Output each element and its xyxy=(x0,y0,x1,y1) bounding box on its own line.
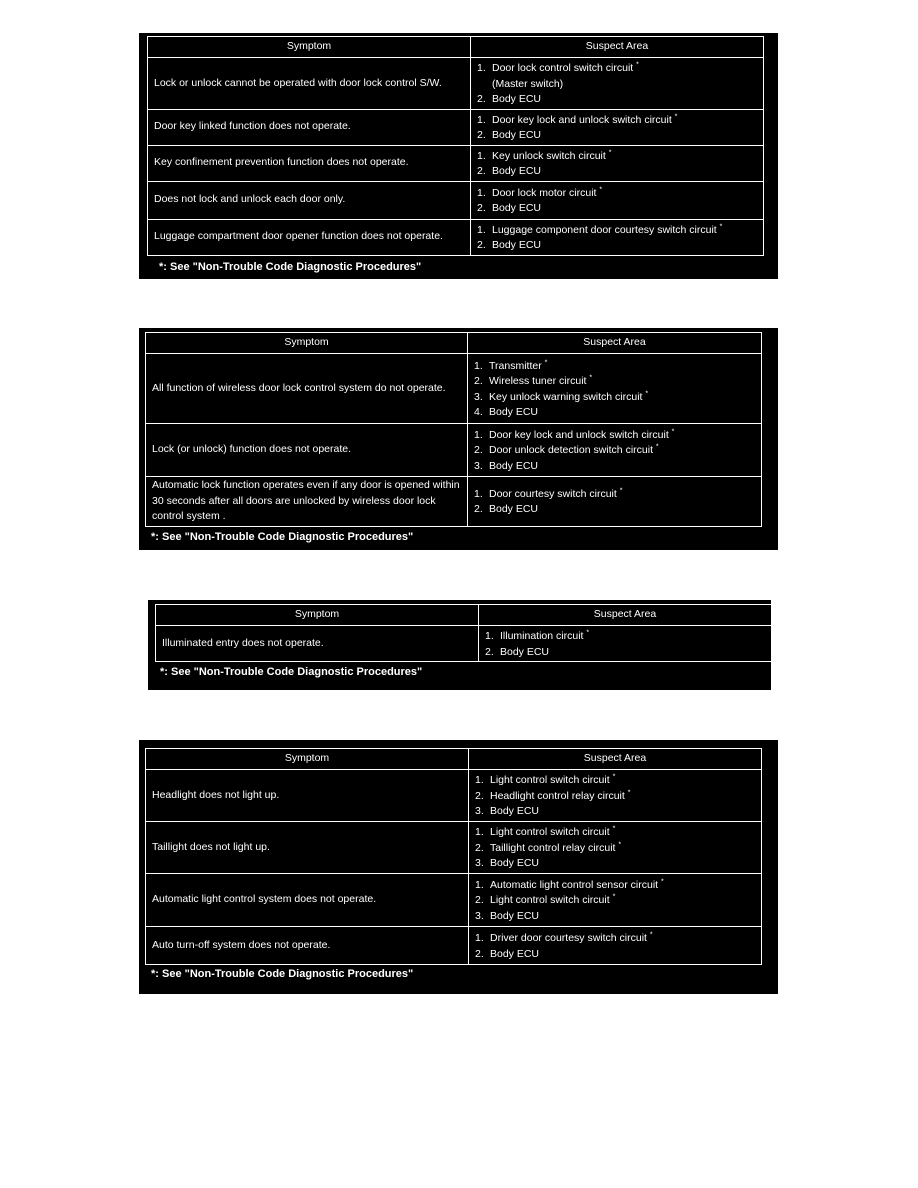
item-number: 3. xyxy=(475,909,484,922)
footnote-marker: * xyxy=(671,428,675,436)
item-text: Taillight control relay circuit xyxy=(490,841,616,854)
item-text: Driver door courtesy switch circuit xyxy=(490,932,647,944)
suspect-area-item xyxy=(477,128,757,144)
item-text: Door courtesy switch circuit xyxy=(489,487,617,500)
item-number: 3. xyxy=(475,805,484,818)
symptom-cell: Illuminated entry does not operate. xyxy=(156,626,479,662)
item-number: 1. xyxy=(475,878,484,891)
footnote-marker: * xyxy=(719,223,723,230)
item-text: Body ECU xyxy=(492,129,542,141)
suspect-area-item xyxy=(477,92,757,108)
table-header-row xyxy=(146,749,762,770)
footnote-marker: * xyxy=(589,374,593,382)
footnote-marker: * xyxy=(586,629,590,637)
item-number: 4. xyxy=(474,406,483,418)
symptom-cell: Lock (or unlock) function does not operate. xyxy=(146,424,468,477)
item-number: 3. xyxy=(474,459,483,472)
footnote-marker: * xyxy=(636,61,639,69)
suspect-area-item xyxy=(477,201,757,217)
item-text: (Master switch) xyxy=(492,77,564,90)
item-text: Key unlock warning switch circuit xyxy=(489,390,643,403)
footnote-marker: * xyxy=(612,893,616,901)
item-number: 1. xyxy=(474,428,483,441)
footnote-marker: * xyxy=(612,825,616,833)
item-number: 1. xyxy=(477,149,486,162)
item-number: 2. xyxy=(477,202,486,214)
symptom-cell: Key confinement prevention function does not operate. xyxy=(148,145,471,181)
symptom-cell: Automatic lock function operates even if any door is opened within 30 seconds after all doors are unlocked by wireless door lock control system . xyxy=(146,477,468,527)
footnote-marker: * xyxy=(619,487,623,495)
suspect-area-item xyxy=(475,773,755,789)
item-text: Light control switch circuit xyxy=(490,894,610,907)
item-number: 2. xyxy=(477,239,486,251)
suspect-area-cell xyxy=(468,354,762,424)
item-text: Light control switch circuit xyxy=(490,774,610,787)
suspect-area-item xyxy=(485,629,765,645)
suspect-area-item xyxy=(474,405,755,421)
item-number: 2. xyxy=(474,375,483,387)
table-row xyxy=(156,626,772,662)
suspect-area-item xyxy=(475,789,755,805)
suspect-area-item xyxy=(475,804,755,820)
item-number: 2. xyxy=(474,444,483,457)
suspect-area-item xyxy=(477,113,757,129)
item-number: 1. xyxy=(477,62,486,74)
table-row xyxy=(146,874,762,927)
footnote-marker: * xyxy=(612,773,616,781)
footnote-marker: * xyxy=(627,789,631,797)
item-number: 2. xyxy=(475,841,484,854)
symptom-column-header: Symptom xyxy=(156,605,479,626)
item-number: 2. xyxy=(485,645,494,658)
item-text: Body ECU xyxy=(490,805,540,818)
item-text: Body ECU xyxy=(490,909,540,922)
symptom-column-header: Symptom xyxy=(148,37,471,58)
suspect-area-cell xyxy=(469,874,762,927)
item-text: Door lock control switch circuit xyxy=(492,62,634,74)
suspect-area-cell xyxy=(468,424,762,477)
suspect-area-cell xyxy=(471,145,764,181)
suspect-area-item xyxy=(477,149,757,165)
item-number: 3. xyxy=(474,390,483,403)
table-row xyxy=(148,219,764,255)
table-row xyxy=(146,477,762,527)
item-number: 1. xyxy=(474,359,483,372)
item-text: Body ECU xyxy=(492,239,542,251)
suspect-area-cell xyxy=(471,109,764,145)
table-row xyxy=(146,354,762,424)
item-text: Door lock motor circuit xyxy=(492,186,597,199)
suspect-area-column-header: Suspect Area xyxy=(479,605,772,626)
footnote: *: See "Non-Trouble Code Diagnostic Procedures" xyxy=(151,968,414,980)
item-text: Illumination circuit xyxy=(500,630,584,642)
item-number: 1. xyxy=(475,774,484,787)
suspect-area-item xyxy=(475,931,755,947)
item-number: 1. xyxy=(474,487,483,500)
item-text: Body ECU xyxy=(500,645,550,658)
symptom-table xyxy=(147,36,764,256)
item-text: Automatic light control sensor circuit xyxy=(490,878,659,891)
table-row xyxy=(146,927,762,965)
item-text: Wireless tuner circuit xyxy=(489,375,587,387)
suspect-area-column-header: Suspect Area xyxy=(468,333,762,354)
item-text: Body ECU xyxy=(489,503,539,516)
suspect-area-item xyxy=(474,459,755,475)
item-text: Transmitter xyxy=(489,359,542,372)
item-number: 2. xyxy=(477,93,486,105)
item-number: 1. xyxy=(477,186,486,199)
suspect-area-item xyxy=(477,186,757,202)
item-text: Body ECU xyxy=(492,165,542,177)
symptom-table xyxy=(145,332,762,527)
symptom-cell: Does not lock and unlock each door only. xyxy=(148,181,471,219)
suspect-area-item xyxy=(474,390,755,406)
suspect-area-item xyxy=(474,374,755,390)
item-number: 1. xyxy=(477,113,486,126)
symptom-cell: Auto turn-off system does not operate. xyxy=(146,927,469,965)
suspect-area-column-header: Suspect Area xyxy=(471,37,764,58)
suspect-area-item xyxy=(475,893,755,909)
item-number: 3. xyxy=(475,857,484,870)
footnote-marker: * xyxy=(661,878,664,886)
suspect-area-item xyxy=(475,841,755,857)
suspect-area-cell xyxy=(469,822,762,874)
item-text: Body ECU xyxy=(492,202,542,214)
suspect-area-item xyxy=(474,428,755,444)
item-text: Body ECU xyxy=(490,947,540,960)
suspect-area-cell xyxy=(471,181,764,219)
symptom-column-header: Symptom xyxy=(146,333,468,354)
table-row xyxy=(148,58,764,110)
suspect-area-cell xyxy=(471,58,764,110)
item-number: 1. xyxy=(475,932,484,944)
item-number: 1. xyxy=(475,826,484,839)
symptom-cell: Taillight does not light up. xyxy=(146,822,469,874)
symptom-table xyxy=(145,748,762,965)
suspect-area-item xyxy=(475,856,755,872)
suspect-area-item xyxy=(474,487,755,503)
suspect-area-item xyxy=(475,947,755,963)
item-number: 1. xyxy=(477,223,486,236)
suspect-area-item xyxy=(477,61,757,77)
suspect-area-item xyxy=(475,909,755,925)
symptom-cell: All function of wireless door lock control system do not operate. xyxy=(146,354,468,424)
suspect-area-cell xyxy=(469,770,762,822)
footnote: *: See "Non-Trouble Code Diagnostic Procedures" xyxy=(151,531,414,543)
item-number: 2. xyxy=(477,129,486,141)
suspect-area-item xyxy=(474,502,755,518)
footnote-marker: * xyxy=(649,931,653,939)
table-header-row xyxy=(156,605,772,626)
footnote: *: See "Non-Trouble Code Diagnostic Procedures" xyxy=(159,261,422,273)
table-row xyxy=(146,424,762,477)
item-number: 2. xyxy=(475,789,484,802)
symptom-column-header: Symptom xyxy=(146,749,469,770)
suspect-area-cell xyxy=(469,927,762,965)
suspect-area-item xyxy=(474,443,755,459)
symptom-cell: Automatic light control system does not operate. xyxy=(146,874,469,927)
item-text: Door key lock and unlock switch circuit xyxy=(489,428,669,441)
item-number: 2. xyxy=(477,165,486,177)
item-number: 1. xyxy=(485,630,494,642)
table-header-row xyxy=(148,37,764,58)
footnote-marker: * xyxy=(655,443,659,451)
suspect-area-item xyxy=(477,164,757,180)
footnote-marker: * xyxy=(599,186,603,193)
footnote-marker: * xyxy=(618,841,622,849)
suspect-area-item xyxy=(485,645,765,661)
footnote-marker: * xyxy=(544,359,548,366)
symptom-cell: Headlight does not light up. xyxy=(146,770,469,822)
item-number: 2. xyxy=(475,894,484,907)
suspect-area-item xyxy=(477,223,757,239)
item-text: Body ECU xyxy=(489,406,539,418)
suspect-area-item xyxy=(475,878,755,894)
symptom-cell: Lock or unlock cannot be operated with door lock control S/W. xyxy=(148,58,471,110)
footnote-marker: * xyxy=(645,390,649,397)
footnote-marker: * xyxy=(608,149,612,156)
item-text: Door unlock detection switch circuit xyxy=(489,444,653,457)
suspect-area-item xyxy=(475,825,755,841)
suspect-area-cell xyxy=(468,477,762,527)
table-row xyxy=(148,181,764,219)
item-number: 2. xyxy=(475,947,484,960)
item-text: Key unlock switch circuit xyxy=(492,149,606,162)
item-text: Body ECU xyxy=(492,93,542,105)
item-text: Body ECU xyxy=(490,857,540,870)
symptom-cell: Luggage compartment door opener function does not operate. xyxy=(148,219,471,255)
symptom-cell: Door key linked function does not operate. xyxy=(148,109,471,145)
item-text: Luggage component door courtesy switch circuit xyxy=(492,223,717,236)
footnote: *: See "Non-Trouble Code Diagnostic Procedures" xyxy=(160,666,423,678)
footnote-marker: * xyxy=(674,113,678,120)
suspect-area-item xyxy=(477,77,757,93)
item-text: Door key lock and unlock switch circuit xyxy=(492,113,672,126)
lighting-diagnostic-panel xyxy=(139,740,778,994)
item-text: Body ECU xyxy=(489,459,539,472)
illuminated-entry-diagnostic-panel xyxy=(148,600,771,690)
table-row xyxy=(148,109,764,145)
table-row xyxy=(146,770,762,822)
item-text: Light control switch circuit xyxy=(490,826,610,839)
symptom-table xyxy=(155,604,772,662)
suspect-area-column-header: Suspect Area xyxy=(469,749,762,770)
suspect-area-cell xyxy=(479,626,772,662)
item-text: Headlight control relay circuit xyxy=(490,789,625,802)
table-row xyxy=(146,822,762,874)
item-number: 2. xyxy=(474,503,483,516)
table-header-row xyxy=(146,333,762,354)
suspect-area-item xyxy=(474,359,755,375)
door-lock-diagnostic-panel xyxy=(139,33,778,279)
suspect-area-cell xyxy=(471,219,764,255)
suspect-area-item xyxy=(477,238,757,254)
table-row xyxy=(148,145,764,181)
wireless-door-lock-diagnostic-panel xyxy=(139,328,778,550)
